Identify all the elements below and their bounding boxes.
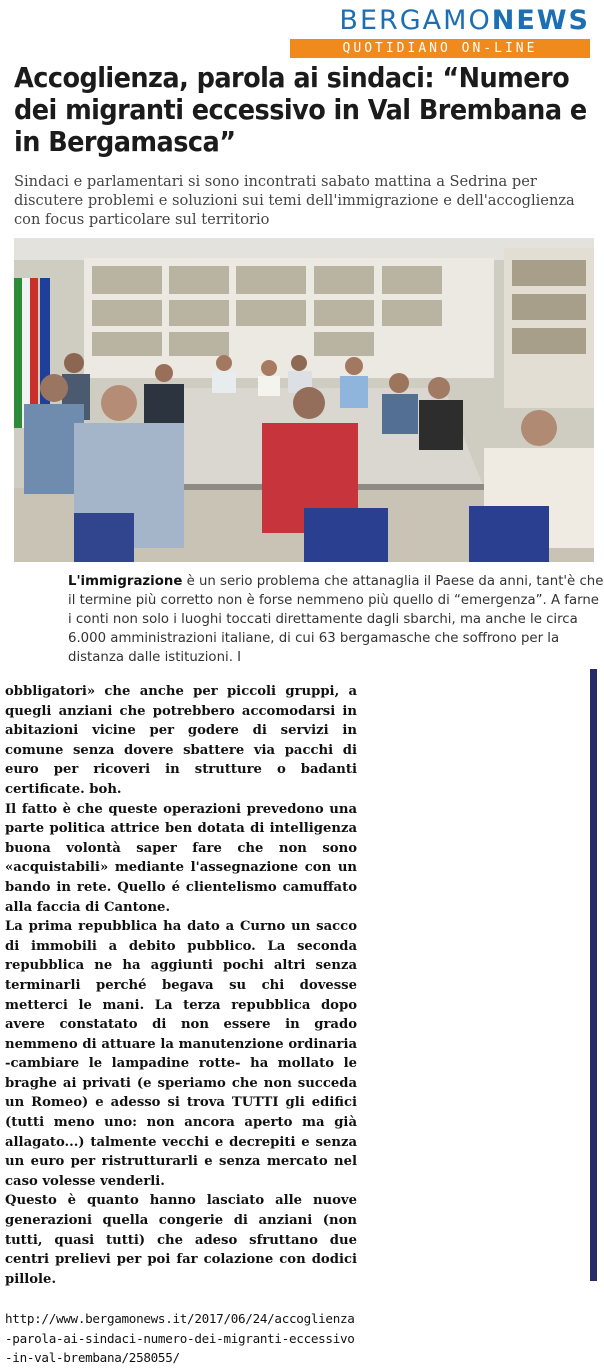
article-headline: Accoglienza, parola ai sindaci: “Numero dei migranti eccessivo in Val Brembana e in Bergamasca” [14, 62, 587, 158]
lead-keyword: L'immigrazione [68, 574, 183, 589]
source-link[interactable]: http://www.bergamonews.it/2017/06/24/accoglienza-parola-ai-sindaci-numero-dei-migranti-eccessivo-in-val-brembana/258055/ [5, 1311, 355, 1366]
brand-logo[interactable] [290, 6, 590, 36]
vertical-rule [590, 669, 597, 1281]
comment-paragraph-2: Il fatto è che queste operazioni prevedono una parte politica attrice ben dotata di intelligenza buona volontà saper fare che non sono «acquistabili» mediante l'assegnazione con un bando in rete. Quello é clientelismo camuffato alla faccia di Cantone. [5, 801, 357, 915]
meeting-photo [14, 238, 594, 562]
brand-tagline: QUOTIDIANO ON-LINE [290, 39, 590, 58]
masthead [290, 6, 590, 58]
brand-logo-part1: BERGAMO [339, 5, 492, 36]
article-lead [68, 572, 604, 667]
comment-text [5, 682, 357, 1368]
lead-text: è un serio problema che attanaglia il Paese da anni, tant'è che il termine più corretto non è forse nemmeno più quello di “emergenza”. A farne i conti non solo i luoghi toccati direttamente dagli sbarchi, ma anche le circa 6.000 amministrazioni italiane, di cui 63 bergamasche che soffrono per la distanza dalle istituzioni. I [68, 574, 604, 665]
article-subtitle: Sindaci e parlamentari si sono incontrati sabato mattina a Sedrina per discutere problemi e soluzioni sui temi dell'immigrazione e dell'accoglienza con focus particolare sul territorio [14, 173, 575, 228]
comment-paragraph-1: obbligatori» che anche per piccoli gruppi, a quegli anziani che potrebbero accomodarsi in abitazioni vicine per godere di servizi in comune senza dovere sbattere via pacchi di euro per ricoveri in strutture o badanti certificate. boh. [5, 684, 357, 797]
comment-paragraph-3: La prima repubblica ha dato a Curno un sacco di immobili a debito pubblico. La seconda repubblica ne ha aggiunti pochi altri senza terminarli perché begava su chi dovesse metterci le mani. La terza repubblica dopo avere constatato di non essere in grado nemmeno di attuare la manutenzione ordinaria -cambiare le lampadine rotte- ha mollato le braghe ai privati (e speriamo che non succeda un Romeo) e adesso si trova TUTTI gli edifici (tutti meno uno: non ancora aperto ma già allagato...) talmente vecchi e decrepiti e senza un euro per ristrutturarli e senza mercato nel caso volesse venderli. [5, 919, 357, 1189]
comment-paragraph-4: Questo è quanto hanno lasciato alle nuove generazioni quella congerie di anziani (non tutti, quasi tutti) che adeso sfruttano due centri prelievi per poi far colazione con dodici pillole. [5, 1193, 357, 1287]
brand-logo-part2: NEWS [491, 5, 590, 36]
meeting-photo-illustration [14, 238, 594, 562]
article-clipping [0, 0, 604, 668]
